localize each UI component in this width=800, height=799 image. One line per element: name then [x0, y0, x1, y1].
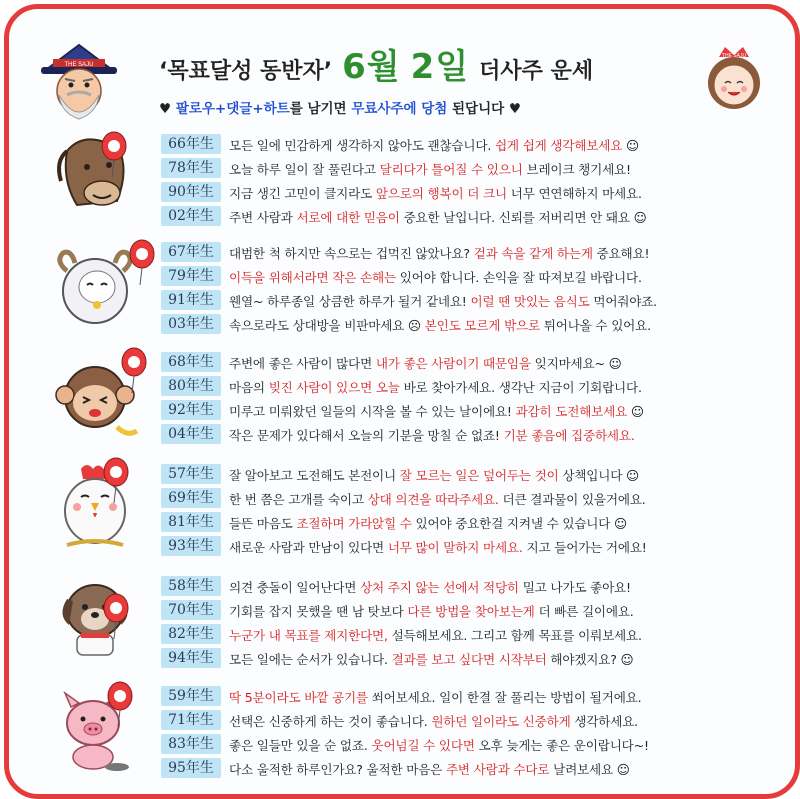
year-badge: 57年生	[161, 464, 221, 484]
fortune-row	[161, 599, 634, 621]
zodiac-group-horse	[9, 127, 795, 229]
fortune-row	[161, 535, 647, 557]
fortune-row	[161, 463, 639, 485]
fortune-row	[161, 647, 633, 669]
fortune-row	[161, 685, 641, 707]
fortune-row	[161, 241, 649, 263]
fortune-text: 좋은 일들만 있을 순 없죠. 웃어넘길 수 있다면 오후 늦게는 좋은 운이랍니다~!	[229, 737, 649, 753]
year-badge: 04年生	[161, 424, 221, 444]
fortune-row	[161, 375, 642, 397]
title-main: ‘목표달성 동반자’	[159, 59, 333, 84]
year-badge: 81年生	[161, 512, 221, 532]
fortune-text: 마음의 빚진 사람이 있으면 오늘 바로 찾아가세요. 생각난 지금이 기회랍니다.	[229, 379, 642, 395]
fortune-card	[4, 4, 800, 799]
balloon-icon	[105, 681, 135, 727]
fortune-row	[161, 511, 627, 533]
title-month: 6월	[342, 47, 401, 87]
fortune-text: 미루고 미뤄왔던 일들의 시작을 볼 수 있는 날이에요! 과감히 도전해보세요 ☺	[229, 403, 644, 419]
header	[9, 9, 795, 127]
fortune-text: 대범한 척 하지만 속으로는 겁먹진 않았나요? 겉과 속을 같게 하는게 중요해요!	[229, 245, 650, 261]
fortune-row	[161, 205, 647, 227]
fortune-text: 주변 사람과 서로에 대한 믿음이 중요한 날입니다. 신뢰를 저버리면 안 돼요 ☺	[229, 209, 647, 225]
page-title	[159, 39, 679, 85]
balloon-icon	[99, 131, 129, 177]
subtitle	[159, 97, 639, 117]
fortune-text: 작은 문제가 있다해서 오늘의 기분을 망칠 순 없죠! 기분 좋음에 집중하세요.	[229, 427, 635, 443]
fortune-row	[161, 313, 651, 335]
fortune-text: 주변에 좋은 사람이 많다면 내가 좋은 사람이기 때문임을 잊지마세요~ ☺	[229, 355, 622, 371]
balloon-icon	[101, 457, 131, 503]
fortune-text: 모든 일에는 순서가 있습니다. 결과를 보고 싶다면 시작부터 해야겠지요? ☺	[229, 651, 634, 667]
zodiac-group-monkey	[9, 345, 795, 447]
year-badge: 80年生	[161, 376, 221, 396]
fortune-text: 웬열~ 하루종일 상큼한 하루가 될거 같네요! 이럴 땐 맛있는 음식도 먹어줘야죠.	[229, 293, 657, 309]
year-badge: 69年生	[161, 488, 221, 508]
fortune-text: 다소 울적한 하루인가요? 울적한 마음은 주변 사람과 수다로 날려보세요 ☺	[229, 761, 630, 777]
year-badge: 79年生	[161, 266, 221, 286]
fortune-row	[161, 487, 646, 509]
year-badge: 95年生	[161, 758, 221, 778]
girl-mascot-icon	[699, 43, 769, 113]
year-badge: 59年生	[161, 686, 221, 706]
fortune-row	[161, 709, 638, 731]
year-badge: 68年生	[161, 352, 221, 372]
year-badge: 02年生	[161, 206, 221, 226]
zodiac-group-sheep	[9, 235, 795, 337]
fortune-row	[161, 423, 635, 445]
year-badge: 92年生	[161, 400, 221, 420]
fortune-row	[161, 181, 642, 203]
fortune-text: 오늘 하루 일이 잘 풀린다고 달리다가 틀어질 수 있으니 브레이크 챙기세요!	[229, 161, 631, 177]
title-tail: 더사주 운세	[479, 59, 594, 84]
heart-left: ♥	[159, 101, 176, 117]
fortune-row	[161, 733, 649, 755]
fortune-row	[161, 289, 657, 311]
year-badge: 70年生	[161, 600, 221, 620]
year-badge: 58年生	[161, 576, 221, 596]
year-badge: 90年生	[161, 182, 221, 202]
fortune-row	[161, 757, 630, 779]
fortune-text: 들뜬 마음도 조절하며 가라앉힐 수 있어야 중요한걸 지켜낼 수 있습니다 ☺	[229, 515, 627, 531]
year-badge: 71年生	[161, 710, 221, 730]
zodiac-group-rooster	[9, 457, 795, 559]
year-badge: 78年生	[161, 158, 221, 178]
fortune-text: 한 번 쯤은 고개를 숙이고 상대 의견을 따라주세요. 더큰 결과물이 있을거에요.	[229, 491, 646, 507]
year-badge: 83年生	[161, 734, 221, 754]
fortune-text: 새로운 사람과 만남이 있다면 너무 많이 말하지 마세요. 지고 들어가는 거에요!	[229, 539, 647, 555]
zodiac-group-dog	[9, 569, 795, 671]
title-day: 2일	[410, 47, 470, 87]
fortune-text: 속으로라도 상대방을 비판마세요 ☹ 본인도 모르게 밖으로 튀어나올 수 있어요.	[229, 317, 651, 333]
fortune-text: 딱 5분이라도 바깥 공기를 쐬어보세요. 일이 한결 잘 풀리는 방법이 될거에요.	[229, 689, 642, 705]
fortune-text: 기회를 잡지 못했을 땐 남 탓보다 다른 방법을 찾아보는게 더 빠른 길이에요.	[229, 603, 634, 619]
subtitle-highlight-follow: 팔로우+댓글+하트	[175, 101, 290, 117]
balloon-icon	[127, 239, 157, 285]
year-badge: 66年生	[161, 134, 221, 154]
year-badge: 03年生	[161, 314, 221, 334]
fortune-text: 누군가 내 목표를 제지한다면, 설득해보세요. 그리고 함께 목표를 이뤄보세요.	[229, 627, 642, 643]
subtitle-highlight-prize: 무료사주에 당첨	[351, 101, 448, 117]
fortune-text: 이득을 위해서라면 작은 손해는 있어야 합니다. 손익을 잘 따져보길 바랍니다.	[229, 269, 642, 285]
fortune-row	[161, 133, 639, 155]
subtitle-text: 를 남기면	[289, 101, 352, 117]
fortune-text: 선택은 신중하게 하는 것이 좋습니다. 원하던 일이라도 신중하게 생각하세요.	[229, 713, 638, 729]
hat-label: THE SAJU	[64, 62, 94, 68]
year-badge: 93年生	[161, 536, 221, 556]
fortune-row	[161, 575, 631, 597]
year-badge: 67年生	[161, 242, 221, 262]
fortune-row	[161, 351, 622, 373]
balloon-icon	[119, 347, 149, 393]
fortune-row	[161, 265, 642, 287]
year-badge: 91年生	[161, 290, 221, 310]
balloon-icon	[101, 593, 131, 639]
fortune-text: 모든 일에 민감하게 생각하지 않아도 괜찮습니다. 쉽게 쉽게 생각해보세요 ☺	[229, 137, 639, 153]
fortune-text: 잘 알아보고 도전해도 본전이니 잘 모르는 일은 덮어두는 것이 상책입니다 ☺	[229, 467, 639, 483]
heart-right: 된답니다 ♥	[447, 101, 521, 117]
fortune-text: 의견 충돌이 일어난다면 상처 주지 않는 선에서 적당히 밀고 나가도 좋아요!	[229, 579, 631, 595]
fortune-row	[161, 399, 644, 421]
zodiac-group-pig	[9, 679, 795, 781]
fortune-row	[161, 157, 631, 179]
saju-master-mascot-icon	[39, 39, 119, 125]
fortune-text: 지금 생긴 고민이 클지라도 앞으로의 행복이 더 크니 너무 연연해하지 마세요.	[229, 185, 642, 201]
fortune-row	[161, 623, 642, 645]
crown-label: THE SAJU	[721, 53, 747, 59]
year-badge: 94年生	[161, 648, 221, 668]
year-badge: 82年生	[161, 624, 221, 644]
